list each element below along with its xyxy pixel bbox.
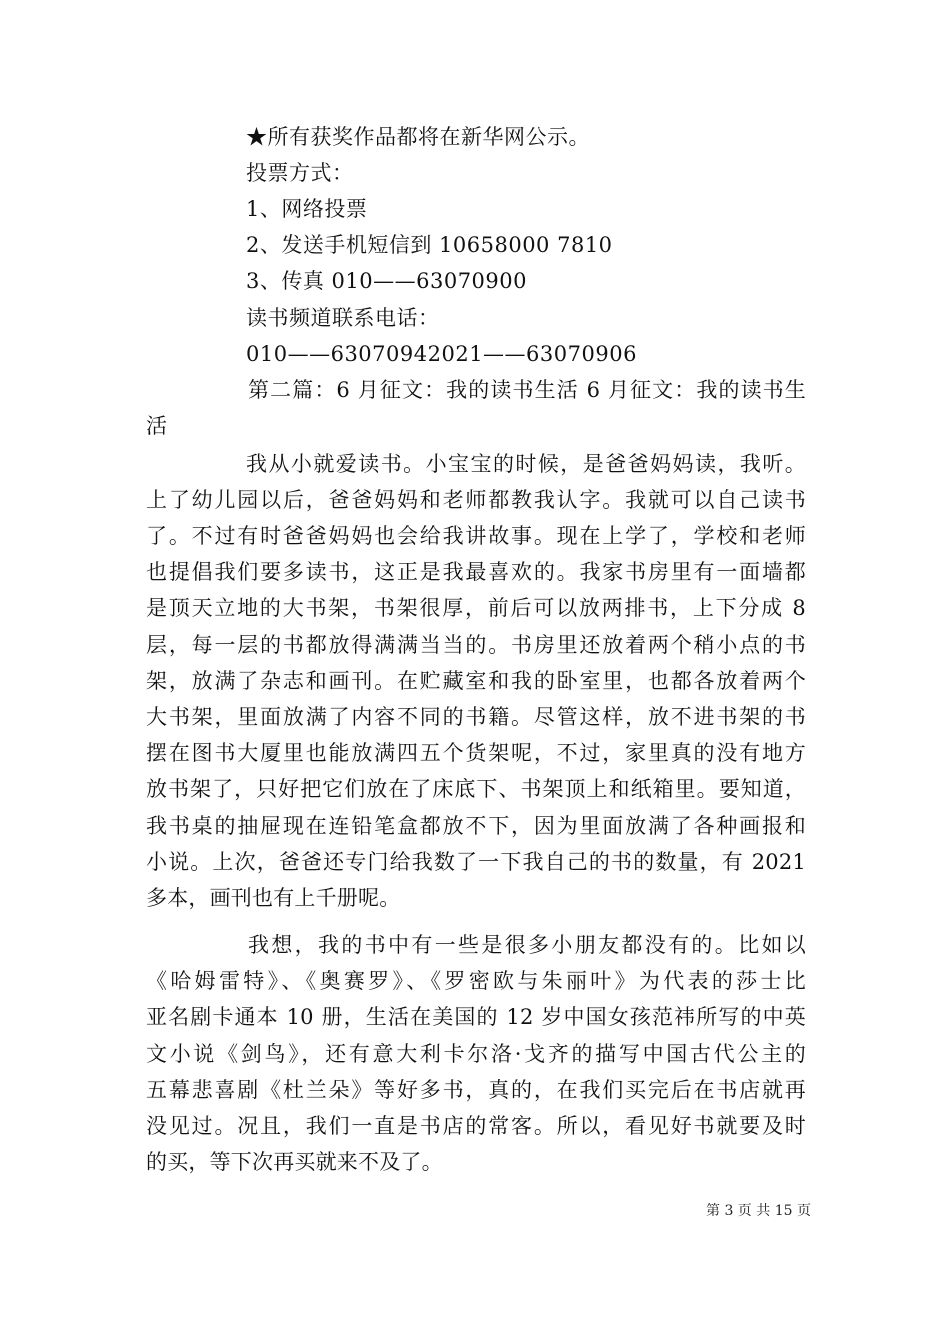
paragraph-line: 多本，画刊也有上千册呢。 bbox=[146, 886, 401, 910]
contact-title: 读书频道联系电话： bbox=[246, 306, 440, 330]
paragraph-line: 的买，等下次再买就来不及了。 bbox=[146, 1150, 443, 1174]
paragraph-line: 摆在图书大厦里也能放满四五个货架呢，不过，家里真的没有地方 bbox=[146, 741, 806, 765]
contact-numbers: 010——63070942021——63070906 bbox=[246, 342, 637, 366]
paragraph-line: 是顶天立地的大书架，书架很厚，前后可以放两排书，上下分成 8 bbox=[146, 596, 806, 620]
paragraph-line: 层，每一层的书都放得满满当当的。书房里还放着两个稍小点的书 bbox=[146, 633, 806, 657]
paragraph-line: 大书架，里面放满了内容不同的书籍。尽管这样，放不进书架的书 bbox=[146, 705, 806, 729]
paragraph-line: 没见过。况且，我们一直是书店的常客。所以，看见好书就要及时 bbox=[146, 1114, 806, 1138]
section-title-continued: 活 bbox=[146, 414, 168, 438]
paragraph-line: 小说。上次，爸爸还专门给我数了一下我自己的书的数量，有 2021 bbox=[146, 850, 806, 874]
paragraph-line: 也提倡我们要多读书，这正是我最喜欢的。我家书房里有一面墙都 bbox=[146, 560, 806, 584]
paragraph-line: 了。不过有时爸爸妈妈也会给我讲故事。现在上学了，学校和老师 bbox=[146, 524, 806, 548]
section-title: 第二篇：6 月征文：我的读书生活 6 月征文：我的读书生 bbox=[248, 378, 806, 402]
paragraph-line: 《哈姆雷特》、《奥赛罗》、《罗密欧与朱丽叶》为代表的莎士比 bbox=[146, 969, 806, 993]
page-number: 第 3 页 共 15 页 bbox=[706, 1203, 811, 1219]
voting-method-3: 3、传真 010——63070900 bbox=[246, 269, 528, 293]
award-notice: ★所有获奖作品都将在新华网公示。 bbox=[246, 125, 590, 149]
paragraph-line: 我想，我的书中有一些是很多小朋友都没有的。比如以 bbox=[248, 933, 806, 957]
voting-method-2: 2、发送手机短信到 10658000 7810 bbox=[246, 233, 613, 257]
paragraph-line: 亚名剧卡通本 10 册，生活在美国的 12 岁中国女孩范祎所写的中英 bbox=[146, 1005, 806, 1029]
paragraph-line: 上了幼儿园以后，爸爸妈妈和老师都教我认字。我就可以自己读书 bbox=[146, 488, 806, 512]
voting-method-1: 1、网络投票 bbox=[246, 197, 368, 221]
paragraph-line: 文小说《剑鸟》，还有意大利卡尔洛·戈齐的描写中国古代公主的 bbox=[146, 1042, 806, 1066]
paragraph-line: 五幕悲喜剧《杜兰朵》等好多书，真的，在我们买完后在书店就再 bbox=[146, 1078, 806, 1102]
paragraph-line: 我从小就爱读书。小宝宝的时候，是爸爸妈妈读，我听。 bbox=[246, 452, 806, 476]
paragraph-line: 放书架了，只好把它们放在了床底下、书架顶上和纸箱里。要知道， bbox=[146, 777, 806, 801]
paragraph-line: 我书桌的抽屉现在连铅笔盒都放不下，因为里面放满了各种画报和 bbox=[146, 814, 806, 838]
voting-title: 投票方式： bbox=[246, 161, 354, 185]
paragraph-line: 架，放满了杂志和画刊。在贮藏室和我的卧室里，也都各放着两个 bbox=[146, 669, 806, 693]
